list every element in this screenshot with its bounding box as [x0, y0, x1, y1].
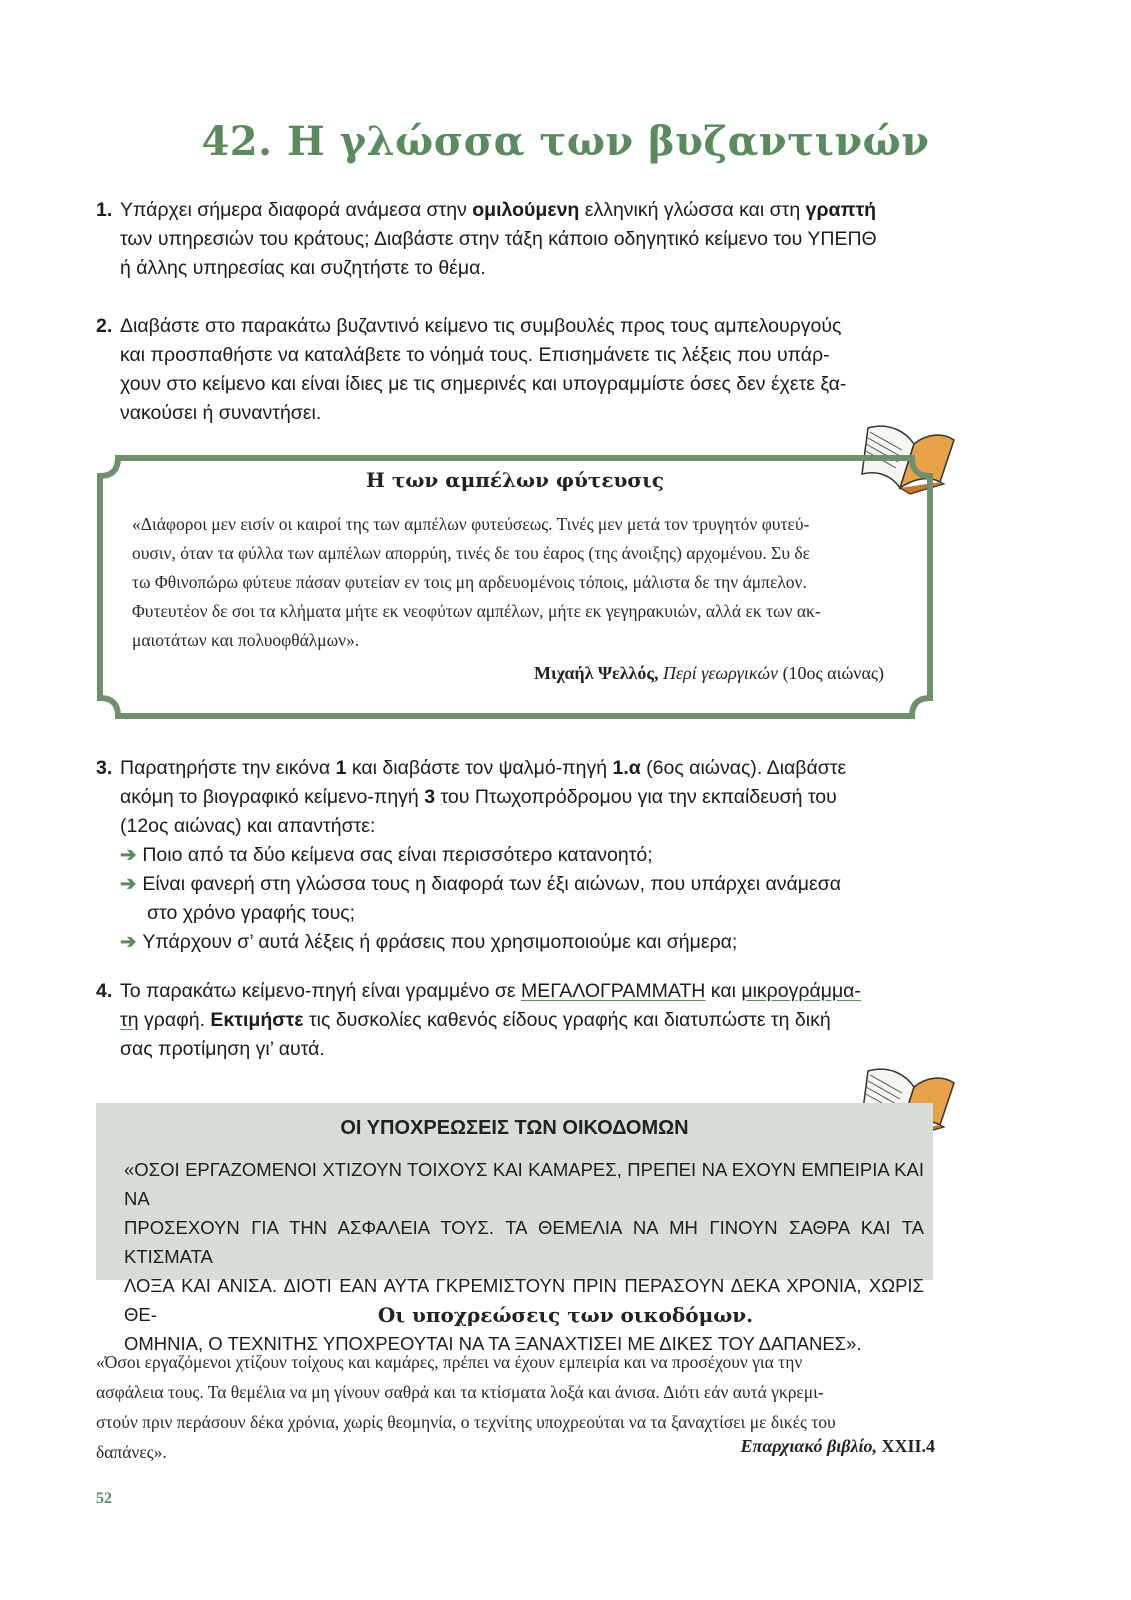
citation-author: Μιχαήλ Ψελλός,	[534, 663, 659, 683]
question-2	[96, 312, 936, 428]
bullet-item	[120, 841, 936, 870]
citation-work: Επαρχιακό βιβλίο,	[740, 1436, 877, 1456]
question-3	[96, 754, 936, 957]
q4-underlined: μικρογράμμα-	[741, 980, 861, 1002]
q3-text: του Πτωχοπρόδρομου για την εκπαίδευσή του	[435, 786, 837, 808]
question-number: 2.	[96, 315, 113, 337]
source-line: «ΟΣΟΙ ΕΡΓΑΖΟΜΕΝΟΙ ΧΤΙΖΟΥΝ ΤΟΙΧΟΥΣ ΚΑΙ ΚΑΜΑΡΕΣ, ΠΡΕΠΕΙ ΝΑ ΕΧΟΥΝ ΕΜΠΕΙΡΙΑ ΚΑΙ ΝΑ	[124, 1159, 924, 1209]
source-text	[124, 1155, 924, 1358]
source-title: Η των αμπέλων φύτευσις	[366, 468, 664, 492]
q1-line-2: των υπηρεσιών του κράτους; Διαβάστε στην τάξη κάποιο οδηγητικό κείμενο του ΥΠΕΠΘ	[120, 228, 877, 250]
question-number: 3.	[96, 757, 113, 779]
page-title: 42. Η γλώσσα των βυζαντινών	[201, 118, 930, 165]
q1-bold-written: γραπτή	[805, 199, 877, 221]
source-line: δαπάνες».	[96, 1442, 167, 1462]
source-line: ΛΟΞΑ ΚΑΙ ΑΝΙΣΑ. ΔΙΟΤΙ ΕΑΝ ΑΥΤΑ ΓΚΡΕΜΙΣΤΟΥΝ ΠΡΙΝ ΠΕΡΑΣΟΥΝ ΔΕΚΑ ΧΡΟΝΙΑ, ΧΩΡΙΣ ΘΕ-	[124, 1275, 924, 1325]
q4-text: τις δυσκολίες καθενός είδους γραφής και διατυπώστε τη δική	[303, 1009, 831, 1031]
q3-text: ακόμη το βιογραφικό κείμενο-πηγή	[120, 786, 425, 808]
bullet-continuation: στο χρόνο γραφής τους;	[147, 902, 356, 924]
source-title-lowercase: Οι υποχρεώσεις των οικοδόμων.	[377, 1303, 754, 1327]
q4-line-3: σας προτίμηση γι’ αυτά.	[120, 1038, 325, 1060]
page-number: 52	[96, 1490, 112, 1507]
q4-text: και	[705, 980, 742, 1002]
q1-line-3: ή άλλης υπηρεσίας και συζητήστε το θέμα.	[120, 257, 486, 279]
citation-era: (10ος αιώνας)	[782, 663, 884, 683]
q4-text: γραφή.	[138, 1009, 211, 1031]
source-line: ΟΜΗΝΙΑ, Ο ΤΕΧΝΙΤΗΣ ΥΠΟΧΡΕΟΥΤΑΙ ΝΑ ΤΑ ΞΑΝΑΧΤΙΣΕΙ ΜΕ ΔΙΚΕΣ ΤΟΥ ΔΑΠΑΝΕΣ».	[124, 1333, 862, 1354]
source-line: στούν πριν περάσουν δέκα χρόνια, χωρίς θεομηνία, ο τεχνίτης υποχρεούται να τα ξαναχτίσει με δικές του	[96, 1412, 836, 1432]
citation-work: Περί γεωργικών	[663, 663, 779, 683]
q2-line-2: και προσπαθήστε να καταλάβετε το νόημά τους. Επισημάνετε τις λέξεις που υπάρ-	[120, 344, 830, 366]
source-citation	[741, 1436, 935, 1457]
q3-text: (6ος αιώνας). Διαβάστε	[640, 757, 847, 779]
bullet-text: Ποιο από τα δύο κείμενα σας είναι περισσότερο κατανοητό;	[142, 844, 653, 866]
source-line: ασφάλεια τους. Τα θεμέλια να μη γίνουν σαθρά και τα κτίσματα λοξά και άνισα. Διότι εάν αυτά γκρεμι-	[96, 1382, 824, 1402]
source-line: «Διάφοροι μεν εισίν οι καιροί της των αμπέλων φυτεύσεως. Τινές μεν μετά τον τρυγητόν φυτεύ-	[132, 514, 810, 534]
source-line: ΠΡΟΣΕΧΟΥΝ ΓΙΑ ΤΗΝ ΑΣΦΑΛΕΙΑ ΤΟΥΣ. ΤΑ ΘΕΜΕΛΙΑ ΝΑ ΜΗ ΓΙΝΟΥΝ ΣΑΘΡΑ ΚΑΙ ΤΑ ΚΤΙΣΜΑΤΑ	[124, 1217, 924, 1267]
citation-ref: XXII.4	[881, 1436, 935, 1456]
bullet-item	[120, 928, 936, 957]
q4-underlined: ΜΕΓΑΛΟΓΡΑΜΜΑΤΗ	[521, 980, 706, 1002]
question-1	[96, 196, 936, 283]
bullet-text: Είναι φανερή στη γλώσσα τους η διαφορά των έξι αιώνων, που υπάρχει ανάμεσα	[142, 873, 842, 895]
source-line: τω Φθινοπώρω φύτευε πάσαν φυτείαν εν τοις μη αρδευομένοις τόποις, μάλιστα δε την άμπελον.	[132, 572, 807, 592]
bullet-text: Υπάρχουν σ’ αυτά λέξεις ή φράσεις που χρησιμοποιούμε και σήμερα;	[142, 931, 738, 953]
arrow-icon: ➔	[120, 844, 137, 866]
q3-bold: 1.α	[612, 757, 641, 779]
source-line: μαιοτάτων και πολυοφθάλμων».	[132, 630, 360, 650]
q4-bold: Εκτιμήστε	[210, 1009, 304, 1031]
question-number: 1.	[96, 199, 113, 221]
source-title: ΟΙ ΥΠΟΧΡΕΩΣΕΙΣ ΤΩΝ ΟΙΚΟΔΟΜΩΝ	[340, 1117, 689, 1139]
q2-line-3: χουν στο κείμενο και είναι ίδιες με τις σημερινές και υπογραμμίστε όσες δεν έχετε ξα-	[120, 373, 847, 395]
question-4	[96, 977, 936, 1064]
q2-line-1: Διαβάστε στο παρακάτω βυζαντινό κείμενο τις συμβουλές προς τους αμπελουργούς	[120, 315, 842, 337]
q3-bold: 3	[424, 786, 436, 808]
q4-text: Το παρακάτω κείμενο-πηγή είναι γραμμένο σε	[120, 980, 522, 1002]
q1-bold-spoken: ομιλούμενη	[472, 199, 580, 221]
question-number: 4.	[96, 980, 113, 1002]
bullet-item	[120, 870, 936, 899]
q4-underlined: τη	[120, 1009, 139, 1031]
arrow-icon: ➔	[120, 873, 137, 895]
q1-text: ελληνική γλώσσα και στη	[579, 199, 806, 221]
q3-bold: 1	[335, 757, 347, 779]
source-text	[132, 510, 900, 655]
source-frame-vineyards	[96, 454, 934, 720]
q3-text: Παρατηρήστε την εικόνα	[120, 757, 336, 779]
source-line: «Όσοι εργαζόμενοι χτίζουν τοίχους και καμάρες, πρέπει να έχουν εμπειρία και να προσέχουν για την	[96, 1352, 803, 1372]
arrow-icon: ➔	[120, 931, 137, 953]
q3-line-3: (12ος αιώνας) και απαντήστε:	[120, 815, 376, 837]
source-citation	[534, 663, 884, 684]
source-line: ουσιν, όταν τα φύλλα των αμπέλων απορρύη, τινές δε του έαρος (της άνοιξης) αρχομένου. Συ δε	[132, 543, 810, 563]
q3-text: και διαβάστε τον ψαλμό-πηγή	[346, 757, 613, 779]
q1-text: Υπάρχει σήμερα διαφορά ανάμεσα στην	[120, 199, 473, 221]
q2-line-4: νακούσει ή συναντήσει.	[120, 402, 322, 424]
source-line: Φυτευτέον δε σοι τα κλήματα μήτε εκ νεοφύτων αμπέλων, μήτε εκ γεγηρακυιών, αλλά εκ των ακ-	[132, 601, 821, 621]
